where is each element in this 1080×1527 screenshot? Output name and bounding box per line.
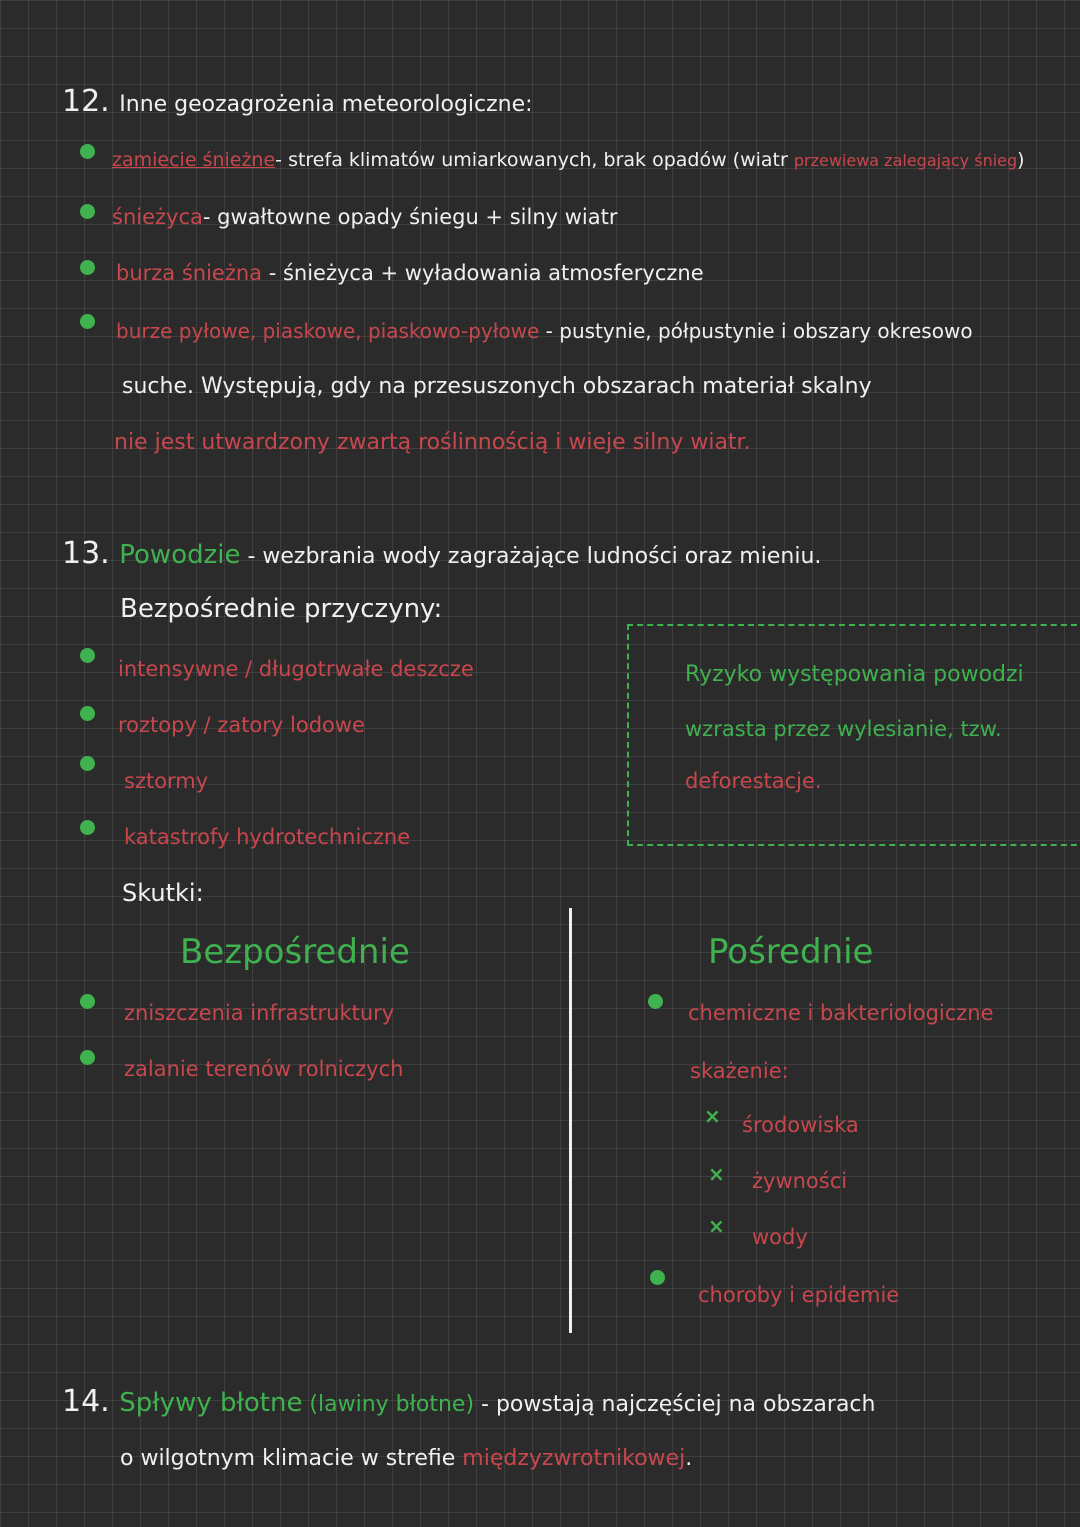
- effects-label: Skutki:: [122, 879, 204, 907]
- term-snow-thunderstorm: burza śnieżna: [116, 261, 263, 285]
- bullet-dot: [80, 820, 95, 835]
- direct-effect-item: zniszczenia infrastruktury: [124, 1001, 395, 1025]
- section-14-number: 14.: [62, 1384, 110, 1419]
- cause-item: katastrofy hydrotechniczne: [124, 825, 411, 849]
- section-14-heading: 14. Spływy błotne (lawiny błotne) - powstają najczęściej na obszarach: [62, 1384, 876, 1419]
- section-13-heading: 13. Powodzie - wezbrania wody zagrażające ludności oraz mieniu.: [62, 536, 822, 571]
- cross-icon: ×: [708, 1162, 725, 1186]
- indirect-effect-item: choroby i epidemie: [698, 1283, 900, 1307]
- list-item-snow-thunderstorm: burza śnieżna - śnieżyca + wyładowania atmosferyczne: [116, 261, 704, 285]
- bullet-dot: [80, 314, 95, 329]
- risk-line: wzrasta przez wylesianie, tzw.: [685, 717, 1002, 741]
- cross-icon: ×: [704, 1104, 721, 1128]
- risk-line: Ryzyko występowania powodzi: [685, 662, 1024, 687]
- contamination-item: środowiska: [742, 1113, 859, 1137]
- list-item-dust-storms: burze pyłowe, piaskowe, piaskowo-pyłowe - pustynie, półpustynie i obszary okresowo: [116, 319, 973, 343]
- term-dust-storms: burze pyłowe, piaskowe, piaskowo-pyłowe: [116, 319, 540, 343]
- column-divider: [569, 908, 572, 1333]
- section-12-heading: [62, 84, 533, 123]
- causes-label: Bezpośrednie przyczyny:: [120, 594, 443, 624]
- cross-icon: ×: [708, 1214, 725, 1238]
- bullet-dot: [80, 994, 95, 1009]
- term-blizzard: zamiecie śnieżne: [112, 149, 276, 171]
- bullet-dot: [648, 994, 663, 1009]
- risk-line: deforestacje.: [685, 769, 822, 793]
- bullet-dot: [80, 648, 95, 663]
- section-12-number: 12.: [62, 84, 110, 119]
- contamination-item: żywności: [752, 1169, 848, 1193]
- bullet-dot: [80, 204, 95, 219]
- section-13-number: 13.: [62, 536, 110, 571]
- term-mudflows: Spływy błotne: [119, 1388, 303, 1418]
- risk-callout-box: [627, 624, 1080, 846]
- indirect-effects-label: Pośrednie: [708, 932, 874, 972]
- bullet-dot: [650, 1270, 665, 1285]
- cause-item: sztormy: [124, 769, 209, 793]
- term-floods: Powodzie: [119, 540, 241, 570]
- cause-item: roztopy / zatory lodowe: [118, 713, 365, 737]
- list-item-blizzard: zamiecie śnieżne- strefa klimatów umiarkowanych, brak opadów (wiatr przewiewa zalegający śnieg): [112, 149, 1025, 171]
- indirect-effect-item: chemiczne i bakteriologiczne: [688, 1001, 994, 1025]
- bullet-dot: [80, 144, 95, 159]
- direct-effects-label: Bezpośrednie: [180, 932, 410, 972]
- contamination-item: wody: [752, 1225, 808, 1249]
- cause-item: intensywne / długotrwałe deszcze: [118, 657, 474, 681]
- contamination-label: skażenie:: [690, 1059, 789, 1083]
- bullet-dot: [80, 756, 95, 771]
- bullet-dot: [80, 260, 95, 275]
- dust-storms-line-2: suche. Występują, gdy na przesuszonych obszarach materiał skalny: [122, 374, 872, 399]
- direct-effect-item: zalanie terenów rolniczych: [124, 1057, 404, 1081]
- mudflows-line-2: o wilgotnym klimacie w strefie międzyzwrotnikowej.: [120, 1446, 693, 1471]
- bullet-dot: [80, 706, 95, 721]
- list-item-snowstorm: śnieżyca- gwałtowne opady śniegu + silny wiatr: [112, 205, 618, 229]
- dust-storms-line-3: nie jest utwardzony zwartą roślinnością i wieje silny wiatr.: [114, 430, 751, 455]
- bullet-dot: [80, 1050, 95, 1065]
- term-snowstorm: śnieżyca: [112, 205, 203, 229]
- section-12-title: Inne geozagrożenia meteorologiczne:: [119, 92, 533, 117]
